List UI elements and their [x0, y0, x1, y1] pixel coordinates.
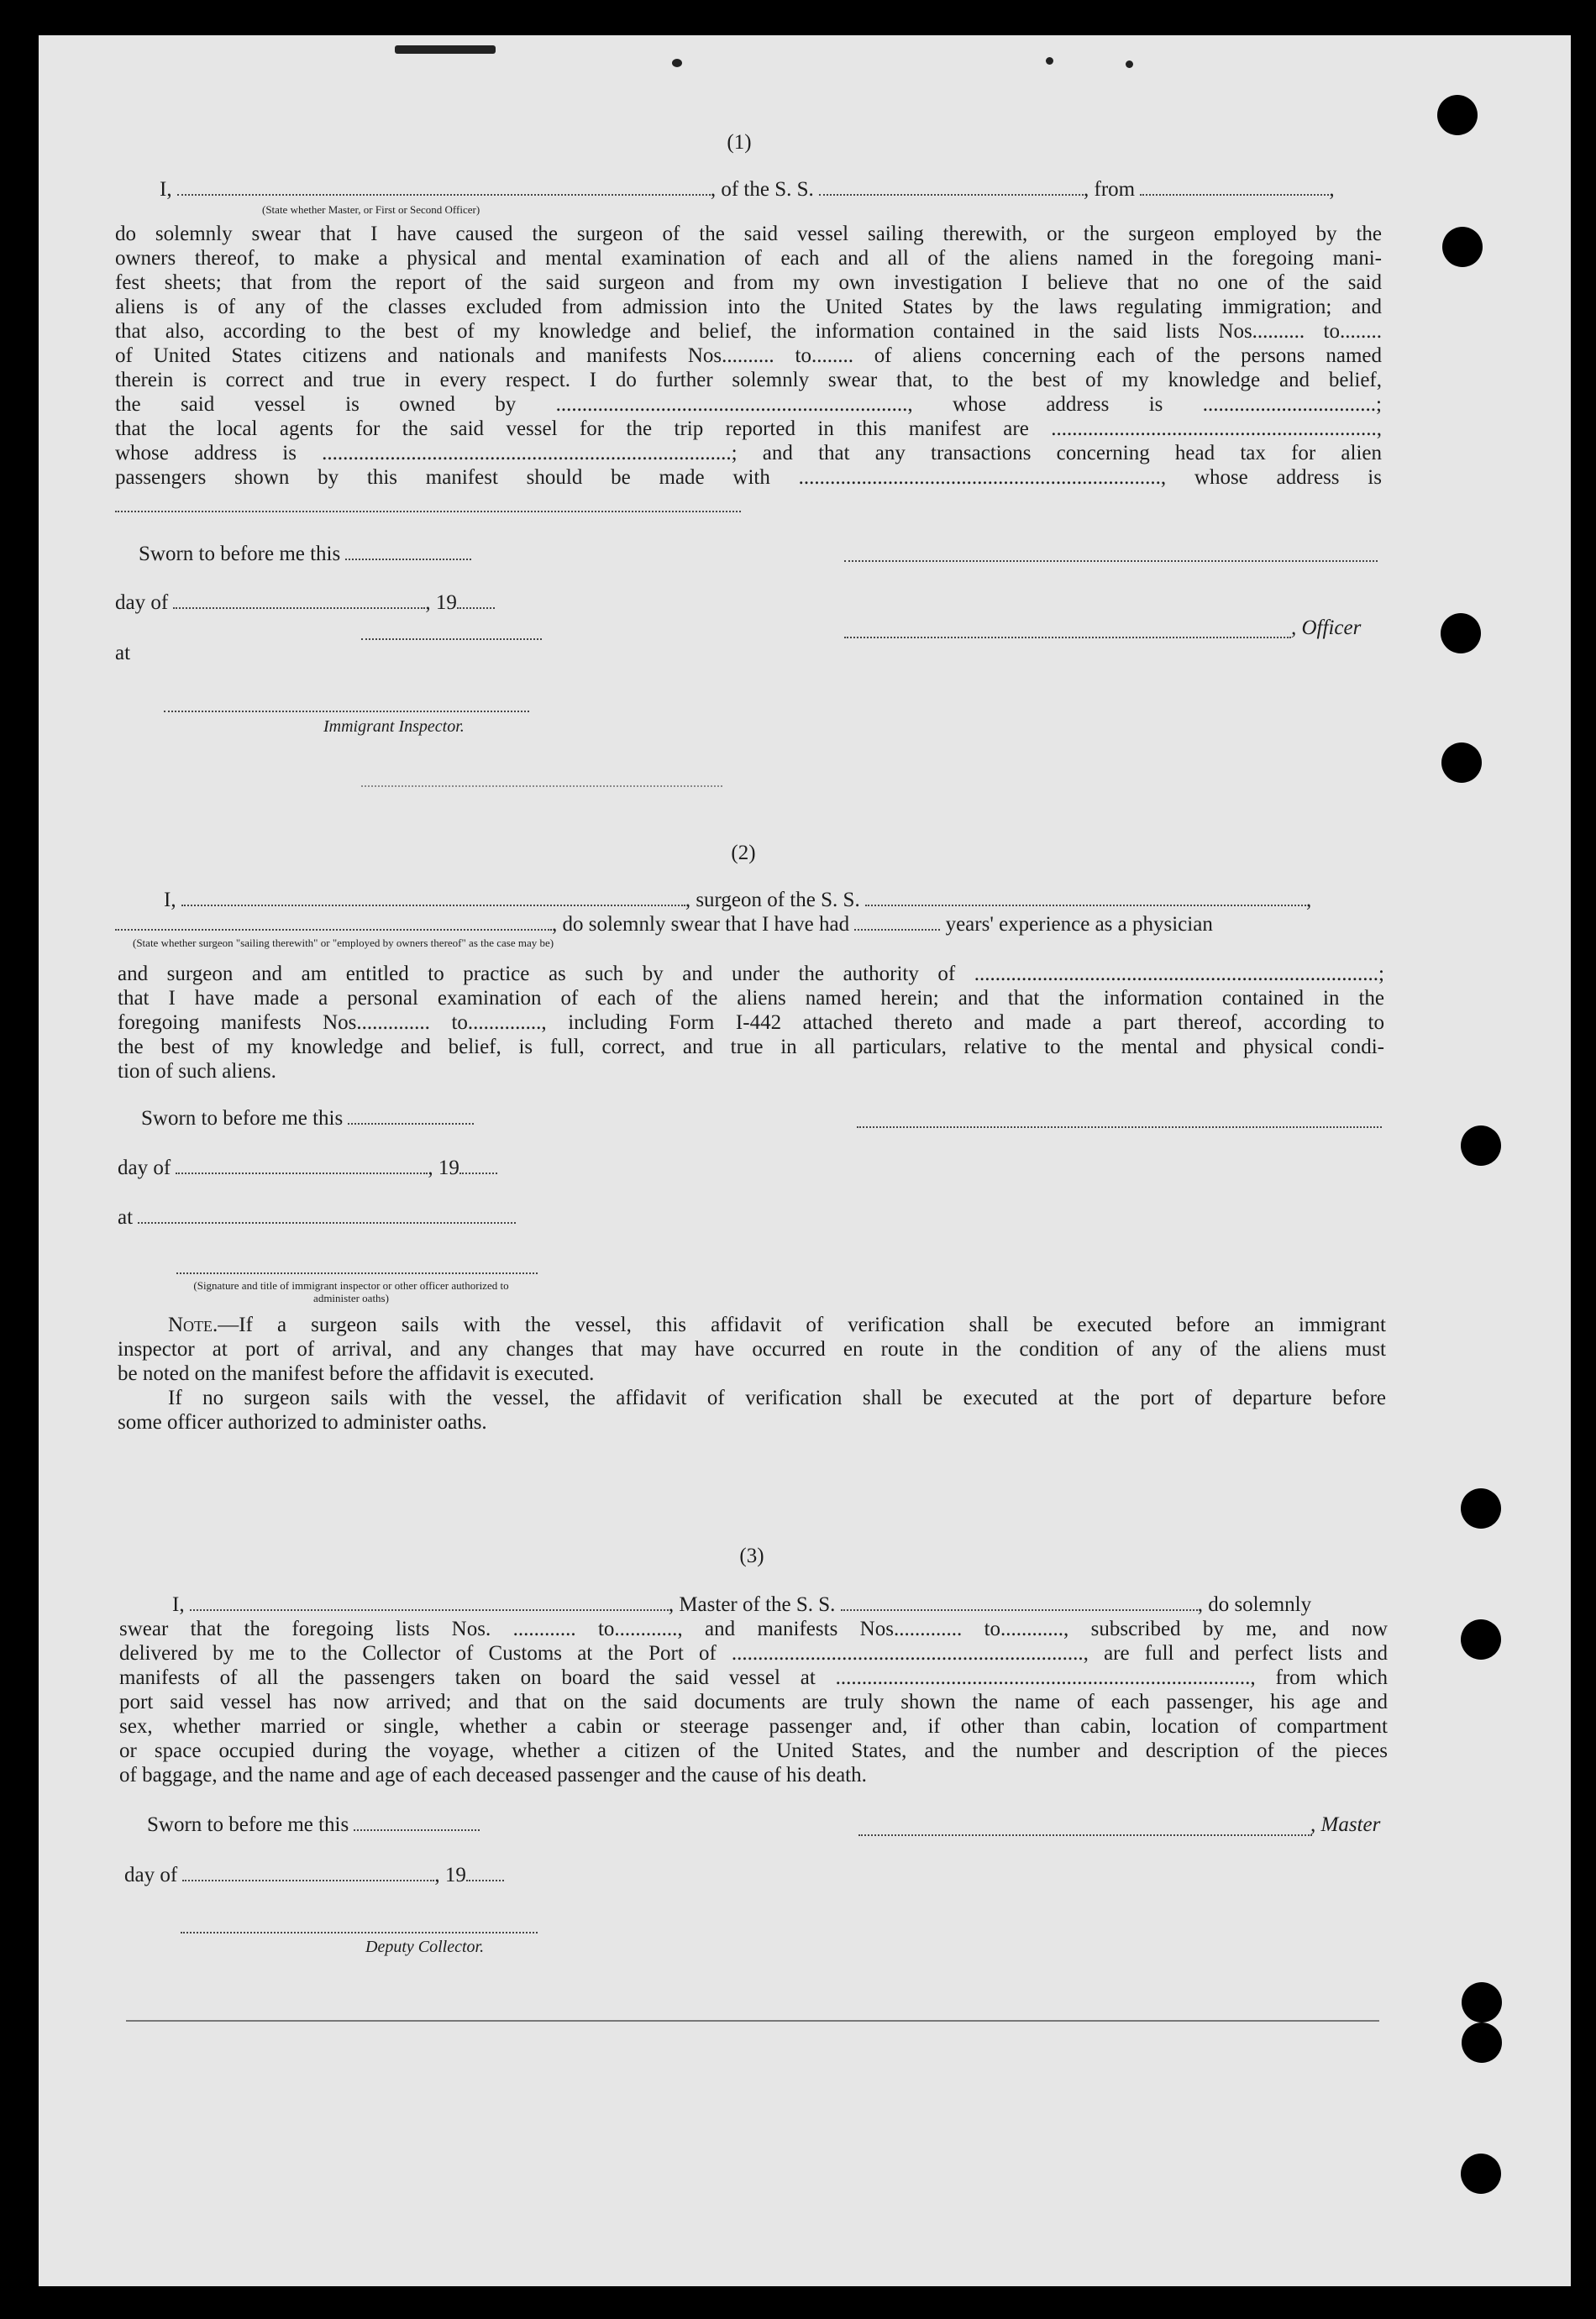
paragraph-line: do solemnly swear that I have caused the surgeon of the said vessel sailing therewith, or the surgeon employed by the: [115, 223, 1382, 245]
from-label: , from: [1084, 178, 1136, 201]
paragraph-line: foregoing manifests Nos.............. to.............., including Form I-442 attached thereto and made a part thereof, according to: [118, 1011, 1384, 1034]
section-3-number: (3): [739, 1545, 764, 1567]
surgeon-note: (State whether surgeon "sailing therewith" or "employed by owners thereof" as the case may be): [133, 937, 554, 949]
paragraph-line: that I have made a personal examination of each of the aliens named herein; and that the information contained in the: [118, 987, 1384, 1010]
paragraph-line: manifests of all the passengers taken on board the said vessel at ..............................................................................., from which: [119, 1666, 1388, 1689]
surgeon-signature-line: [857, 1126, 1382, 1128]
officer-note: (State whether Master, or First or Second Officer): [262, 203, 480, 216]
scan-mark: [672, 59, 682, 67]
punch-hole: [1461, 2154, 1501, 2194]
ship-label: , of the S. S.: [710, 178, 814, 201]
day-of-line: day of , 19: [115, 590, 495, 616]
note-line: Note.—If a surgeon sails with the vessel, this affidavit of verification shall be executed before an immigrant: [118, 1313, 1386, 1337]
paragraph-line: fest sheets; that from the report of the said surgeon and from my own investigation I believe that no one of the said: [115, 271, 1382, 294]
at-field: [361, 638, 542, 640]
master-title: , Master: [1310, 1813, 1381, 1836]
punch-hole: [1441, 742, 1482, 783]
punch-hole: [1437, 95, 1478, 135]
at-line: at: [118, 1205, 516, 1230]
sworn-line: Sworn to before me this: [139, 542, 471, 567]
oath-pronoun: I,: [160, 178, 172, 201]
paragraph-line: the best of my knowledge and belief, is full, correct, and true in all particulars, relative to the mental and physical condi-: [118, 1036, 1384, 1058]
note-line: inspector at port of arrival, and any changes that may have occurred en route in the condition of any of the aliens must: [118, 1338, 1386, 1361]
paragraph-line: that also, according to the best of my knowledge and belief, the information contained in the said lists Nos.......... to........: [115, 320, 1382, 343]
note-line: If no surgeon sails with the vessel, the affidavit of verification shall be executed at the port of departure before: [168, 1387, 1386, 1409]
punch-hole: [1462, 1982, 1502, 2023]
at-line: at: [115, 642, 131, 664]
scan-mark: [395, 45, 496, 54]
note-line: some officer authorized to administer oaths.: [118, 1411, 487, 1434]
paragraph-line: delivered by me to the Collector of Customs at the Port of ..................................................................., are full and perfect lists and: [119, 1642, 1388, 1665]
paragraph-line: or space occupied during the voyage, whether a citizen of the United States, and the number and description of the pieces: [119, 1739, 1388, 1762]
paragraph-line: of United States citizens and nationals and manifests Nos.......... to........ of aliens concerning each of the persons named: [115, 344, 1382, 367]
section-2-oath-line: I, , surgeon of the S. S. ,: [164, 889, 1312, 911]
note-label: Note.: [168, 1314, 218, 1336]
paragraph-line: sex, whether married or single, whether a cabin or steerage passenger and, if other than cabin, location of compartment: [119, 1715, 1388, 1738]
address-line: [115, 511, 741, 512]
punch-hole: [1441, 613, 1481, 653]
master-signature-line: [858, 1834, 1312, 1836]
punch-hole: [1442, 227, 1483, 267]
note-line: be noted on the manifest before the affidavit is executed.: [118, 1362, 595, 1385]
day-of-line: day of , 19: [118, 1156, 497, 1181]
punch-hole: [1462, 2023, 1502, 2063]
paragraph-line: the said vessel is owned by ..................................................................., whose address is .................................;: [115, 393, 1382, 416]
paragraph-line: swear that the foregoing lists Nos. ............ to............, and manifests Nos............. to............, subscribed by me, and now: [119, 1618, 1388, 1640]
paragraph-line: tion of such aliens.: [118, 1060, 276, 1083]
paragraph-line: whose address is ..............................................................................; and that any transactions concerning head tax for alien: [115, 442, 1382, 464]
inspector-signature-line: [176, 1272, 538, 1274]
paragraph-line: owners thereof, to make a physical and mental examination of each and all of the aliens named in the foregoing mani-: [115, 247, 1382, 270]
section-1-oath-line: I, , of the S. S. , from ,: [160, 178, 1335, 201]
section-2-number: (2): [731, 842, 756, 864]
scan-mark: [1126, 60, 1133, 68]
punch-hole: [1461, 1125, 1501, 1166]
paragraph-line: therein is correct and true in every respect. I do further solemnly swear that, to the best of my knowledge and belief,: [115, 369, 1382, 391]
scan-mark: [1046, 57, 1053, 65]
officer-signature-line: [844, 560, 1378, 562]
section-2-experience-line: , do solemnly swear that I have had years' experience as a physician: [115, 912, 1213, 937]
deputy-signature-line: [181, 1932, 538, 1933]
paragraph-line: that the local agents for the said vessel for the trip reported in this manifest are ..............................................................,: [115, 417, 1382, 440]
sworn-line: Sworn to before me this: [147, 1813, 480, 1838]
paragraph-line: of baggage, and the name and age of each deceased passenger and the cause of his death.: [119, 1764, 867, 1786]
punch-hole: [1461, 1488, 1501, 1529]
signature-note: (Signature and title of immigrant inspector or other officer authorized to administer oaths): [193, 1279, 509, 1304]
section-1-number: (1): [727, 131, 752, 154]
paragraph-line: aliens is of any of the classes excluded from admission into the United States by the laws regulating immigration; and: [115, 296, 1382, 318]
section-3-oath-line: I, , Master of the S. S. , do solemnly: [172, 1593, 1312, 1616]
punch-hole: [1461, 1619, 1501, 1660]
deputy-title: Deputy Collector.: [365, 1938, 485, 1956]
inspector-signature-line: [164, 711, 529, 712]
faint-line: [361, 785, 722, 787]
officer-title-line: [844, 637, 1291, 638]
inspector-title: Immigrant Inspector.: [323, 717, 465, 736]
officer-title: , Officer: [1291, 616, 1362, 639]
sworn-line: Sworn to before me this: [141, 1106, 474, 1131]
paragraph-line: and surgeon and am entitled to practice as such by and under the authority of .............................................................................;: [118, 963, 1384, 985]
paragraph-line: passengers shown by this manifest should be made with ....................................................................., whose address is: [115, 466, 1382, 489]
day-of-line: day of , 19: [124, 1863, 504, 1888]
bottom-rule: [126, 2020, 1379, 2022]
paragraph-line: port said vessel has now arrived; and that on the said documents are truly shown the name of each passenger, his age and: [119, 1691, 1388, 1713]
